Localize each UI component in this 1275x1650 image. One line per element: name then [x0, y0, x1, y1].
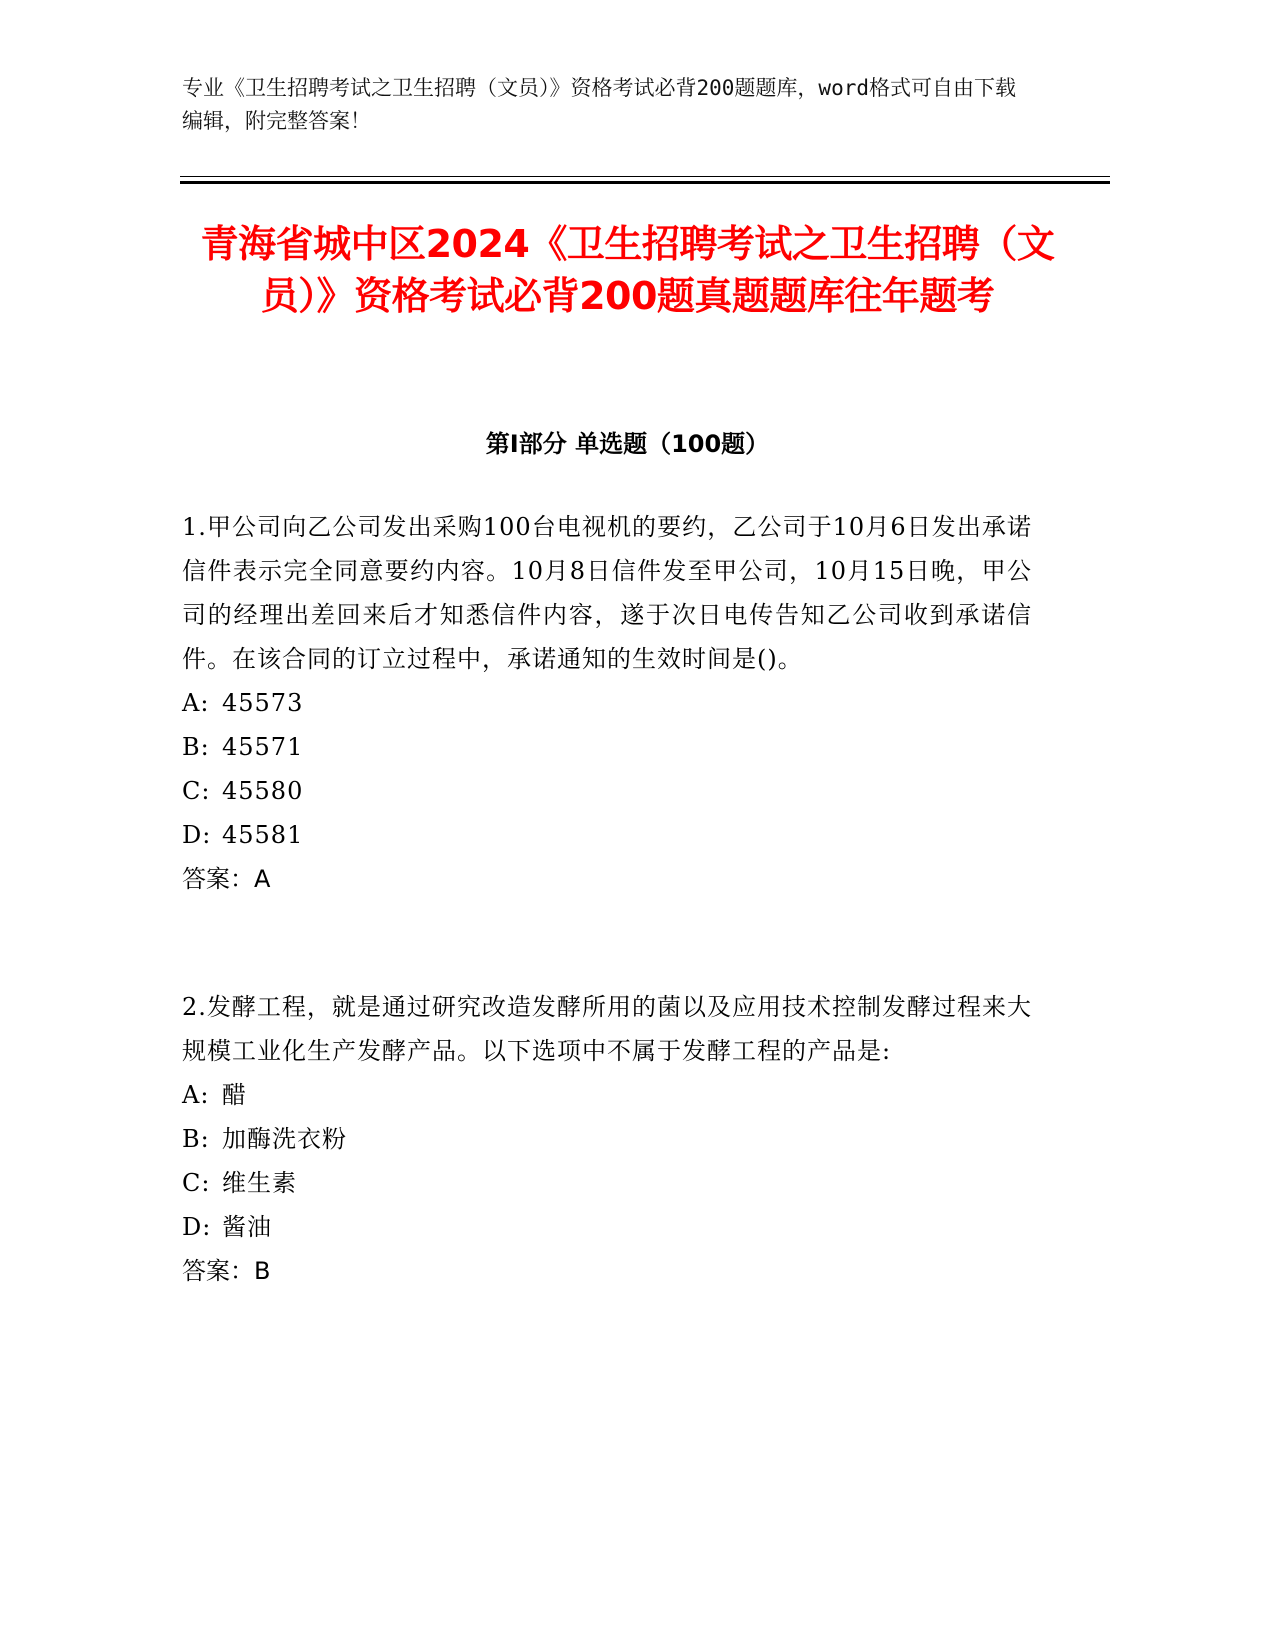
option-text: 45580: [222, 777, 304, 805]
option-letter: A:: [182, 1081, 210, 1109]
header-note: 专业《卫生招聘考试之卫生招聘（文员）》资格考试必背200题题库，word格式可自由下载编辑，附完整答案！: [182, 76, 1016, 133]
option-b: [182, 725, 1032, 769]
option-text: 醋: [222, 1081, 247, 1109]
question-stem: 1.甲公司向乙公司发出采购100台电视机的要约，乙公司于10月6日发出承诺信件表示完全同意要约内容。10月8日信件发至甲公司，10月15日晚，甲公司的经理出差回来后才知悉信件内容，遂于次日电传告知乙公司收到承诺信件。在该合同的订立过程中，承诺通知的生效时间是()。: [182, 513, 1032, 673]
option-text: 加酶洗衣粉: [222, 1125, 347, 1153]
option-c: [182, 1161, 1032, 1205]
option-d: [182, 1205, 1032, 1249]
option-text: 45581: [222, 821, 304, 849]
section-title: 第Ⅰ部分 单选题（100题）: [485, 430, 770, 458]
option-letter: A:: [182, 689, 210, 717]
option-text: 45571: [222, 733, 304, 761]
header-rule-thick: [180, 181, 1110, 184]
document-title: 青海省城中区2024《卫生招聘考试之卫生招聘（文员）》资格考试必背200题真题题库往年题考: [200, 222, 1055, 318]
option-letter: C:: [182, 1169, 211, 1197]
option-letter: B:: [182, 733, 210, 761]
question-1: [182, 505, 1032, 901]
header-rule-thin: [180, 176, 1110, 177]
option-c: [182, 769, 1032, 813]
option-d: [182, 813, 1032, 857]
answer-line: 答案：B: [182, 1257, 271, 1285]
option-a: [182, 681, 1032, 725]
question-stem: 2.发酵工程，就是通过研究改造发酵所用的菌以及应用技术控制发酵过程来大规模工业化生产发酵产品。以下选项中不属于发酵工程的产品是:: [182, 993, 1032, 1065]
option-letter: D:: [182, 821, 212, 849]
option-letter: D:: [182, 1213, 212, 1241]
option-text: 维生素: [222, 1169, 297, 1197]
answer-line: 答案：A: [182, 865, 271, 893]
option-text: 酱油: [222, 1213, 272, 1241]
option-letter: B:: [182, 1125, 210, 1153]
option-letter: C:: [182, 777, 211, 805]
option-text: 45573: [222, 689, 304, 717]
option-b: [182, 1117, 1032, 1161]
option-a: [182, 1073, 1032, 1117]
question-2: [182, 985, 1032, 1293]
